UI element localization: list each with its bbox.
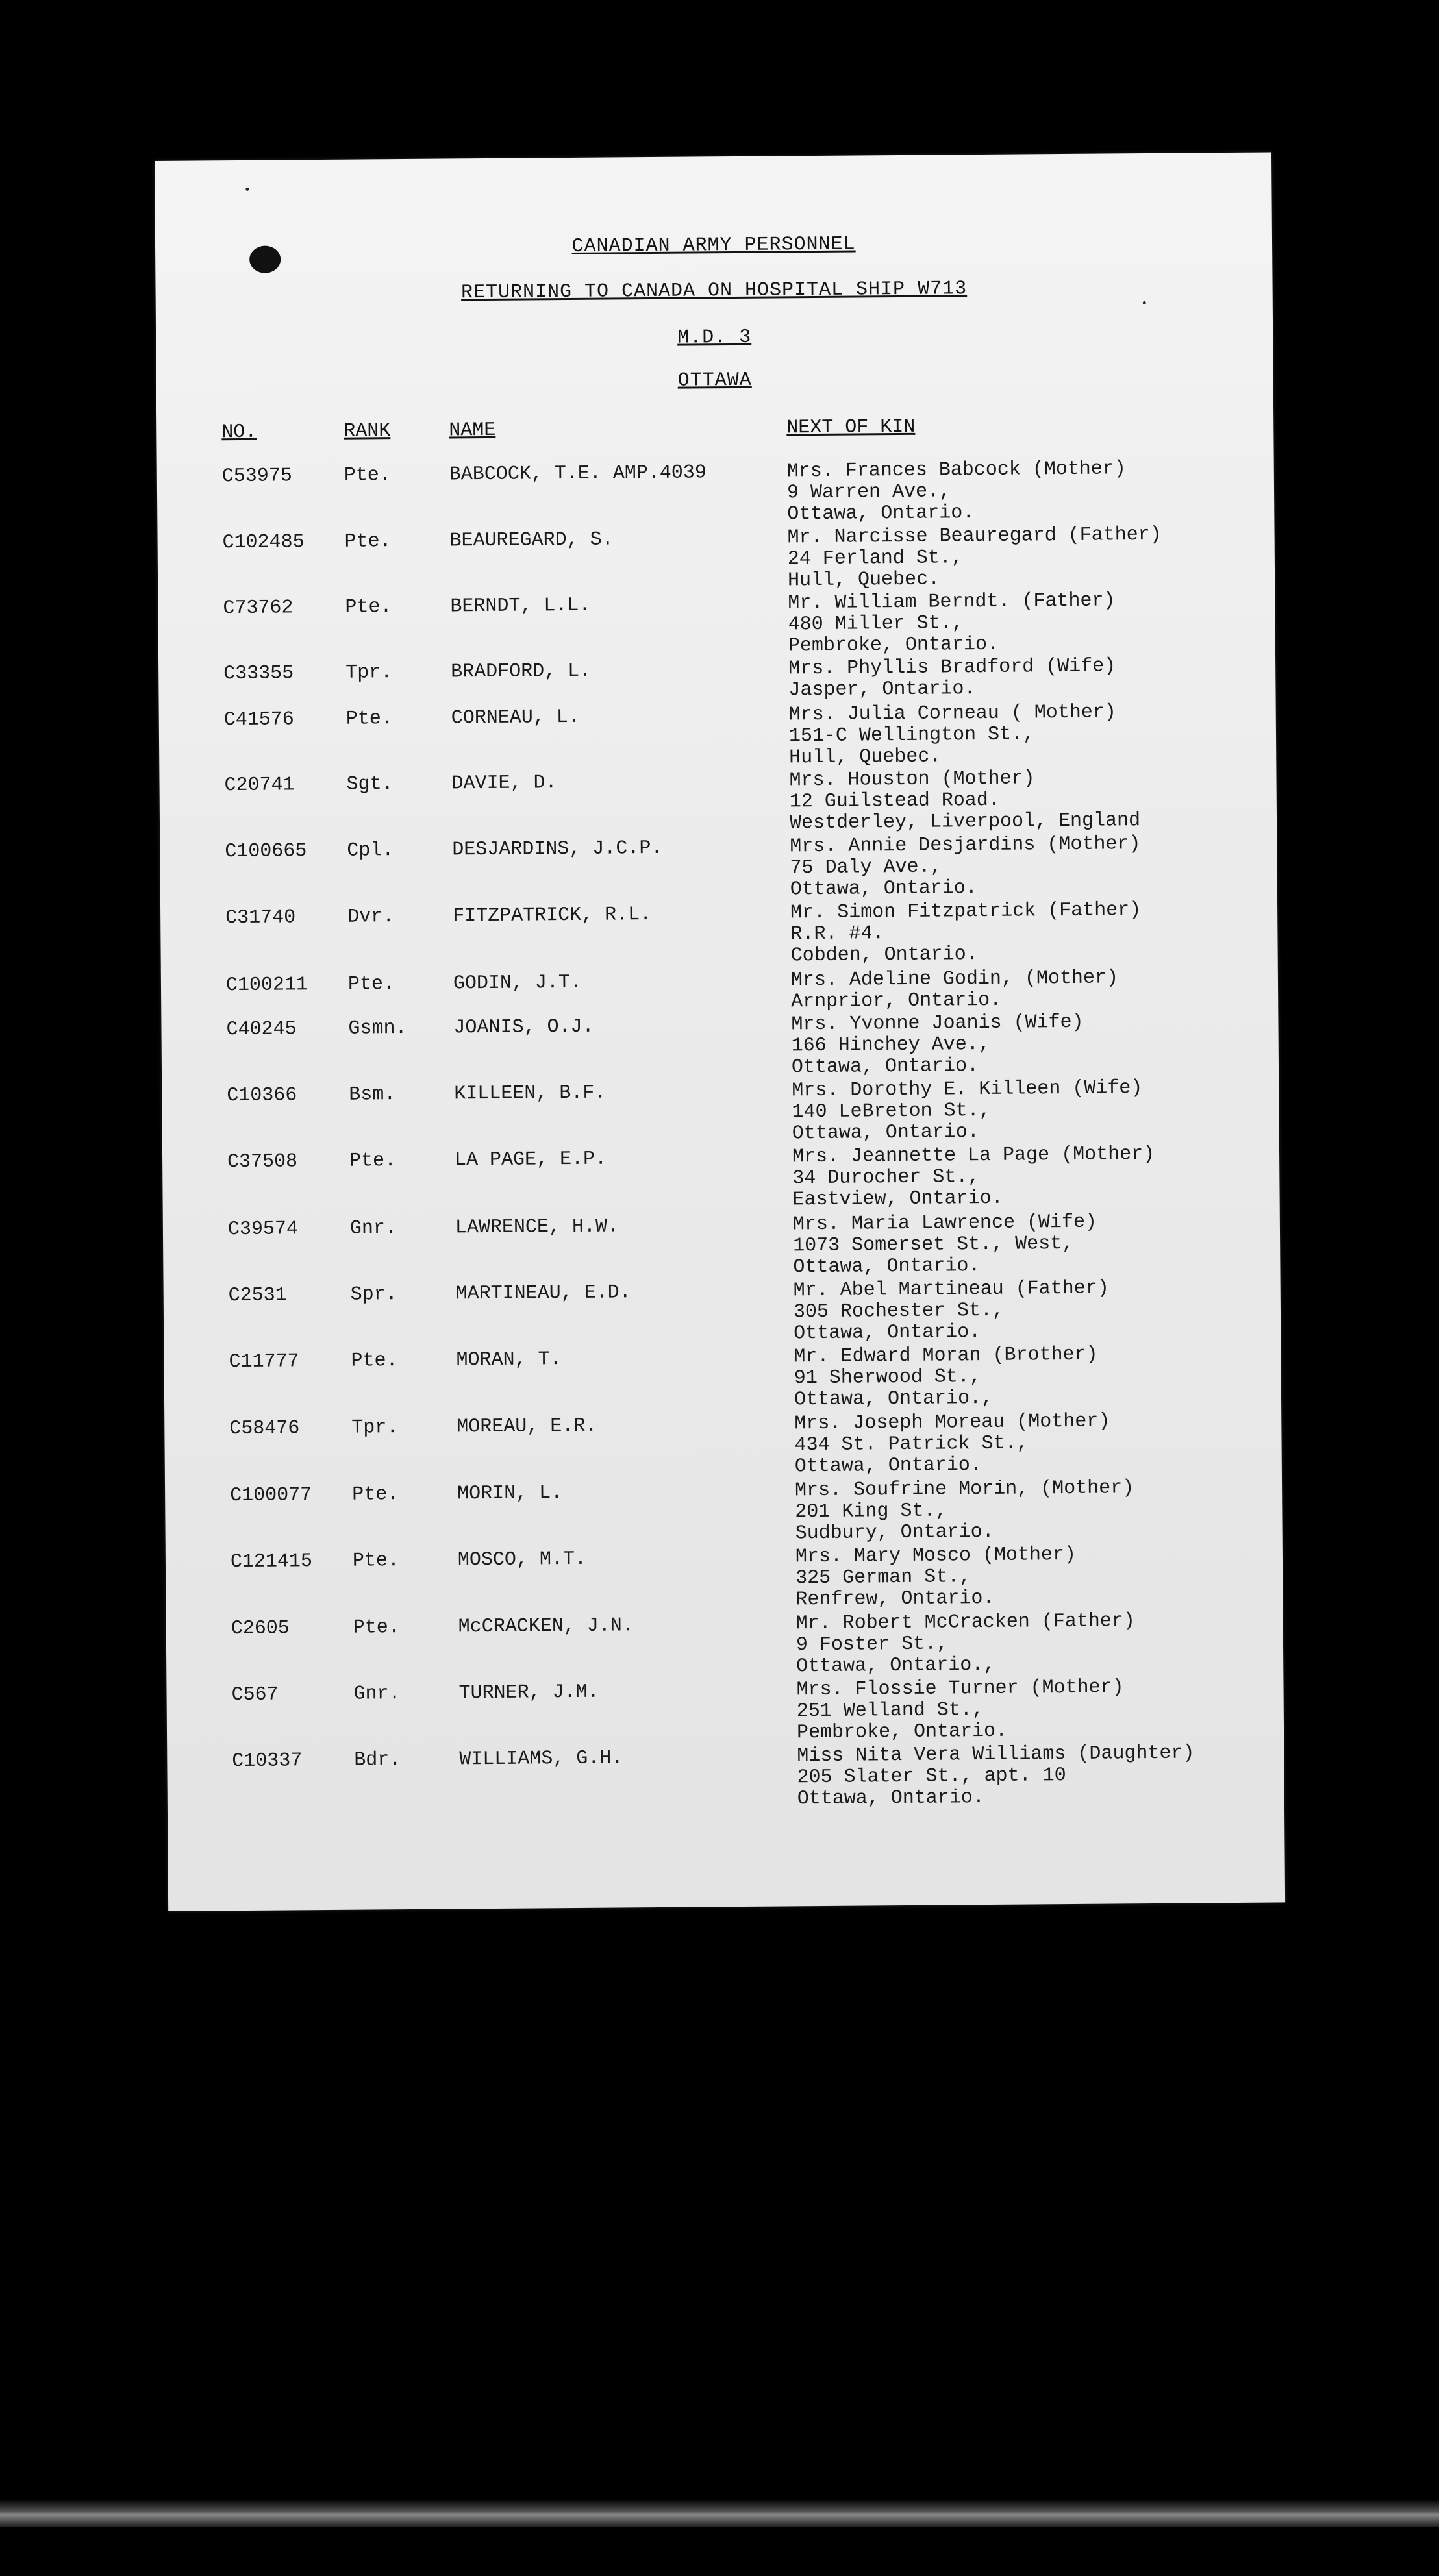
next-of-kin-line: Mr. Narcisse Beauregard (Father) <box>787 523 1162 549</box>
service-number: C39574 <box>227 1218 299 1241</box>
table-row <box>159 700 1277 774</box>
soldier-name: MOREAU, E.R. <box>457 1415 597 1439</box>
soldier-name: WILLIAMS, G.H. <box>459 1747 623 1771</box>
next-of-kin-line: 34 Durocher St., <box>792 1166 980 1190</box>
next-of-kin-line: Ottawa, Ontario. <box>792 1121 979 1145</box>
rank: Bdr. <box>354 1749 401 1772</box>
next-of-kin-line: Mrs. Phyllis Bradford (Wife) <box>788 655 1116 680</box>
next-of-kin-line: 480 Miller St., <box>788 612 964 636</box>
service-number: C100665 <box>225 840 307 863</box>
next-of-kin-line: Mrs. Joseph Moreau (Mother) <box>794 1410 1110 1435</box>
service-number: C33355 <box>223 662 294 686</box>
rank: Gnr. <box>349 1217 397 1240</box>
next-of-kin-line: Pembroke, Ontario. <box>788 633 999 658</box>
rank: Pte. <box>345 596 392 619</box>
next-of-kin-line: 12 Guilstead Road. <box>789 789 1000 813</box>
soldier-name: LA PAGE, E.P. <box>454 1148 607 1172</box>
soldier-name: BABCOCK, T.E. AMP.4039 <box>449 462 707 486</box>
rank: Pte. <box>344 530 392 553</box>
next-of-kin-line: Ottawa, Ontario. <box>794 1454 982 1478</box>
column-header-rank: RANK <box>344 420 391 443</box>
soldier-name: KILLEEN, B.F. <box>454 1082 607 1106</box>
soldier-name: MORIN, L. <box>457 1482 563 1505</box>
next-of-kin-line: Ottawa, Ontario. <box>794 1321 981 1345</box>
document-title: CANADIAN ARMY PERSONNEL <box>571 233 856 258</box>
next-of-kin-line: Mr. William Berndt. (Father) <box>788 589 1116 615</box>
table-row <box>160 832 1277 906</box>
next-of-kin-line: Mrs. Adeline Godin, (Mother) <box>790 967 1119 992</box>
soldier-name: BEAUREGARD, S. <box>449 528 614 552</box>
soldier-name: LAWRENCE, H.W. <box>455 1215 619 1239</box>
table-row <box>164 1343 1281 1417</box>
service-number: C53975 <box>221 465 292 488</box>
next-of-kin-line: 205 Slater St., apt. 10 <box>797 1765 1066 1789</box>
table-row <box>161 1010 1279 1084</box>
next-of-kin-line: 9 Warren Ave., <box>786 480 951 504</box>
next-of-kin <box>792 1144 1155 1211</box>
service-number: C10366 <box>227 1084 297 1108</box>
next-of-kin <box>787 525 1162 592</box>
next-of-kin-line: Ottawa, Ontario. <box>791 1055 979 1079</box>
service-number: C40245 <box>226 1018 297 1041</box>
next-of-kin-line: Mrs. Julia Corneau ( Mother) <box>788 701 1116 726</box>
service-number: C102485 <box>222 531 305 554</box>
rank: Gnr. <box>353 1683 401 1705</box>
rank: Gsmn. <box>348 1017 407 1040</box>
service-number: C73762 <box>223 597 294 620</box>
paper-speck <box>1143 301 1146 304</box>
rank: Pte. <box>353 1616 400 1639</box>
next-of-kin-line: 151-C Wellington St., <box>788 723 1035 748</box>
rank: Tpr. <box>351 1417 399 1439</box>
table-row <box>166 1609 1284 1683</box>
next-of-kin-line: 434 St. Patrick St., <box>794 1432 1029 1457</box>
rank: Pte. <box>352 1550 400 1572</box>
next-of-kin-line: Eastview, Ontario. <box>792 1187 1003 1211</box>
next-of-kin-line: 24 Ferland St., <box>787 547 964 571</box>
next-of-kin <box>796 1677 1124 1744</box>
service-number: C31740 <box>225 906 296 930</box>
soldier-name: CORNEAU, L. <box>451 706 580 730</box>
next-of-kin-line: Jasper, Ontario. <box>788 678 976 702</box>
soldier-name: TURNER, J.M. <box>458 1681 599 1705</box>
table-row <box>164 1409 1282 1483</box>
service-number: C58476 <box>229 1417 300 1441</box>
rank: Spr. <box>350 1283 397 1306</box>
soldier-name: BERNDT, L.L. <box>450 594 591 618</box>
table-row <box>165 1476 1283 1550</box>
service-number: C41576 <box>223 708 294 732</box>
next-of-kin-line: Ottawa, Ontario. <box>793 1255 981 1279</box>
table-row <box>166 1542 1283 1616</box>
service-number: C37508 <box>227 1150 298 1174</box>
rank: Pte. <box>352 1483 399 1506</box>
next-of-kin-line: 1073 Somerset St., West, <box>793 1232 1074 1257</box>
table-row <box>163 1210 1281 1284</box>
soldier-name: JOANIS, O.J. <box>453 1015 594 1039</box>
next-of-kin <box>796 1611 1136 1678</box>
service-number: C11777 <box>229 1350 299 1374</box>
service-number: C10337 <box>232 1750 303 1773</box>
next-of-kin-line: Mr. Robert McCracken (Father) <box>795 1610 1135 1635</box>
next-of-kin <box>789 702 1117 769</box>
next-of-kin <box>788 656 1116 701</box>
next-of-kin-line: 9 Foster St., <box>795 1633 949 1657</box>
next-of-kin-line: Cobden, Ontario. <box>790 943 978 967</box>
next-of-kin-line: R.R. #4. <box>790 923 884 946</box>
next-of-kin <box>791 1012 1084 1079</box>
next-of-kin <box>795 1544 1077 1611</box>
table-row <box>162 1076 1279 1150</box>
soldier-name: GODIN, J.T. <box>453 971 582 995</box>
rank: Bsm. <box>349 1084 396 1106</box>
next-of-kin-line: 166 Hinchey Ave., <box>791 1033 990 1058</box>
next-of-kin-line: Mr. Simon Fitzpatrick (Father) <box>790 899 1142 924</box>
next-of-kin <box>794 1344 1098 1411</box>
next-of-kin-line: Hull, Quebec. <box>789 745 942 769</box>
next-of-kin-line: Hull, Quebec. <box>787 568 940 592</box>
rank: Pte. <box>349 1150 397 1172</box>
table-row <box>158 589 1275 663</box>
next-of-kin <box>791 967 1119 1013</box>
city-heading: OTTAWA <box>677 369 752 392</box>
next-of-kin <box>792 1078 1143 1145</box>
column-header-name: NAME <box>449 419 496 442</box>
next-of-kin-line: Ottawa, Ontario. <box>790 877 978 901</box>
next-of-kin <box>793 1212 1097 1279</box>
soldier-name: BRADFORD, L. <box>451 660 592 684</box>
soldier-name: MORAN, T. <box>456 1348 562 1372</box>
next-of-kin-line: Mrs. Annie Desjardins (Mother) <box>790 833 1141 858</box>
next-of-kin-line: Ottawa, Ontario., <box>796 1653 995 1678</box>
rank: Pte. <box>344 464 391 487</box>
column-header-no: NO. <box>221 421 257 444</box>
rank: Cpl. <box>347 839 394 862</box>
soldier-name: McCRACKEN, J.N. <box>458 1615 634 1639</box>
next-of-kin-line: 251 Welland St., <box>796 1699 984 1723</box>
table-row <box>167 1742 1284 1816</box>
next-of-kin-line: Sudbury, Ontario. <box>795 1520 994 1545</box>
service-number: C2605 <box>231 1617 290 1641</box>
next-of-kin <box>787 458 1127 525</box>
service-number: C567 <box>231 1683 279 1707</box>
service-number: C20741 <box>224 774 295 797</box>
next-of-kin-line: Ottawa, Ontario. <box>787 502 975 526</box>
next-of-kin-line: 75 Daly Ave., <box>790 856 942 880</box>
paper-speck <box>245 188 249 191</box>
next-of-kin-line: Mrs. Soufrine Morin, (Mother) <box>794 1477 1134 1502</box>
next-of-kin-line: 325 German St., <box>795 1566 971 1590</box>
rank: Pte. <box>351 1350 398 1372</box>
next-of-kin-line: Miss Nita Vera Williams (Daughter) <box>797 1742 1195 1768</box>
soldier-name: FITZPATRICK, R.L. <box>453 904 652 928</box>
next-of-kin-line: Mr. Edward Moran (Brother) <box>794 1343 1098 1368</box>
next-of-kin-line: 140 LeBreton St., <box>792 1099 991 1124</box>
table-row <box>160 898 1278 972</box>
table-row <box>157 457 1275 531</box>
next-of-kin-line: 201 King St., <box>795 1500 947 1524</box>
table-row <box>164 1276 1281 1350</box>
table-row <box>162 1143 1280 1217</box>
next-of-kin-line: Westderley, Liverpool, England <box>789 810 1141 835</box>
next-of-kin-line: Ottawa, Ontario., <box>794 1387 994 1411</box>
service-number: C121415 <box>230 1550 313 1574</box>
rank: Pte. <box>347 973 395 996</box>
next-of-kin-line: 91 Sherwood St., <box>794 1366 981 1390</box>
next-of-kin <box>790 834 1141 900</box>
rank: Dvr. <box>347 906 395 928</box>
scan-edge <box>0 2499 1439 2527</box>
service-number: C100077 <box>230 1484 312 1507</box>
next-of-kin-line: Mrs. Dorothy E. Killeen (Wife) <box>792 1077 1143 1102</box>
next-of-kin-line: Mrs. Mary Mosco (Mother) <box>795 1543 1077 1568</box>
next-of-kin <box>795 1478 1134 1544</box>
next-of-kin-line: Arnprior, Ontario. <box>791 989 1002 1013</box>
next-of-kin-line: Mrs. Maria Lawrence (Wife) <box>792 1211 1097 1236</box>
next-of-kin-line: Mrs. Frances Babcock (Mother) <box>786 458 1126 483</box>
rank: Tpr. <box>345 662 393 684</box>
next-of-kin-line: Ottawa, Ontario. <box>797 1787 985 1811</box>
next-of-kin-line: Mr. Abel Martineau (Father) <box>793 1277 1109 1302</box>
next-of-kin-line: 305 Rochester St., <box>793 1299 1005 1324</box>
district-heading: M.D. 3 <box>677 326 752 349</box>
next-of-kin-line: Pembroke, Ontario. <box>796 1720 1008 1744</box>
next-of-kin <box>788 590 1116 657</box>
table-row <box>159 766 1277 840</box>
next-of-kin-line: Mrs. Yvonne Joanis (Wife) <box>791 1011 1084 1036</box>
document-subtitle: RETURNING TO CANADA ON HOSPITAL SHIP W713 <box>460 278 968 304</box>
document-page <box>155 152 1285 1911</box>
next-of-kin-line: Renfrew, Ontario. <box>795 1587 995 1611</box>
next-of-kin-line: Mrs. Flossie Turner (Mother) <box>796 1676 1124 1702</box>
next-of-kin <box>789 767 1140 834</box>
column-header-next-of-kin: NEXT OF KIN <box>786 415 916 440</box>
service-number: C100211 <box>225 974 308 997</box>
soldier-name: DESJARDINS, J.C.P. <box>452 837 663 861</box>
soldier-name: MOSCO, M.T. <box>457 1548 587 1572</box>
next-of-kin <box>794 1278 1110 1345</box>
next-of-kin <box>794 1411 1110 1478</box>
next-of-kin-line: Mrs. Houston (Mother) <box>789 767 1035 792</box>
next-of-kin <box>790 900 1142 967</box>
next-of-kin <box>797 1742 1195 1810</box>
soldier-name: DAVIE, D. <box>451 772 557 795</box>
table-row <box>166 1676 1284 1750</box>
service-number: C2531 <box>228 1284 287 1307</box>
rank: Sgt. <box>346 773 394 796</box>
rank: Pte. <box>345 708 393 730</box>
next-of-kin-line: Mrs. Jeannette La Page (Mother) <box>792 1143 1155 1169</box>
table-row <box>157 523 1275 597</box>
soldier-name: MARTINEAU, E.D. <box>455 1282 631 1306</box>
